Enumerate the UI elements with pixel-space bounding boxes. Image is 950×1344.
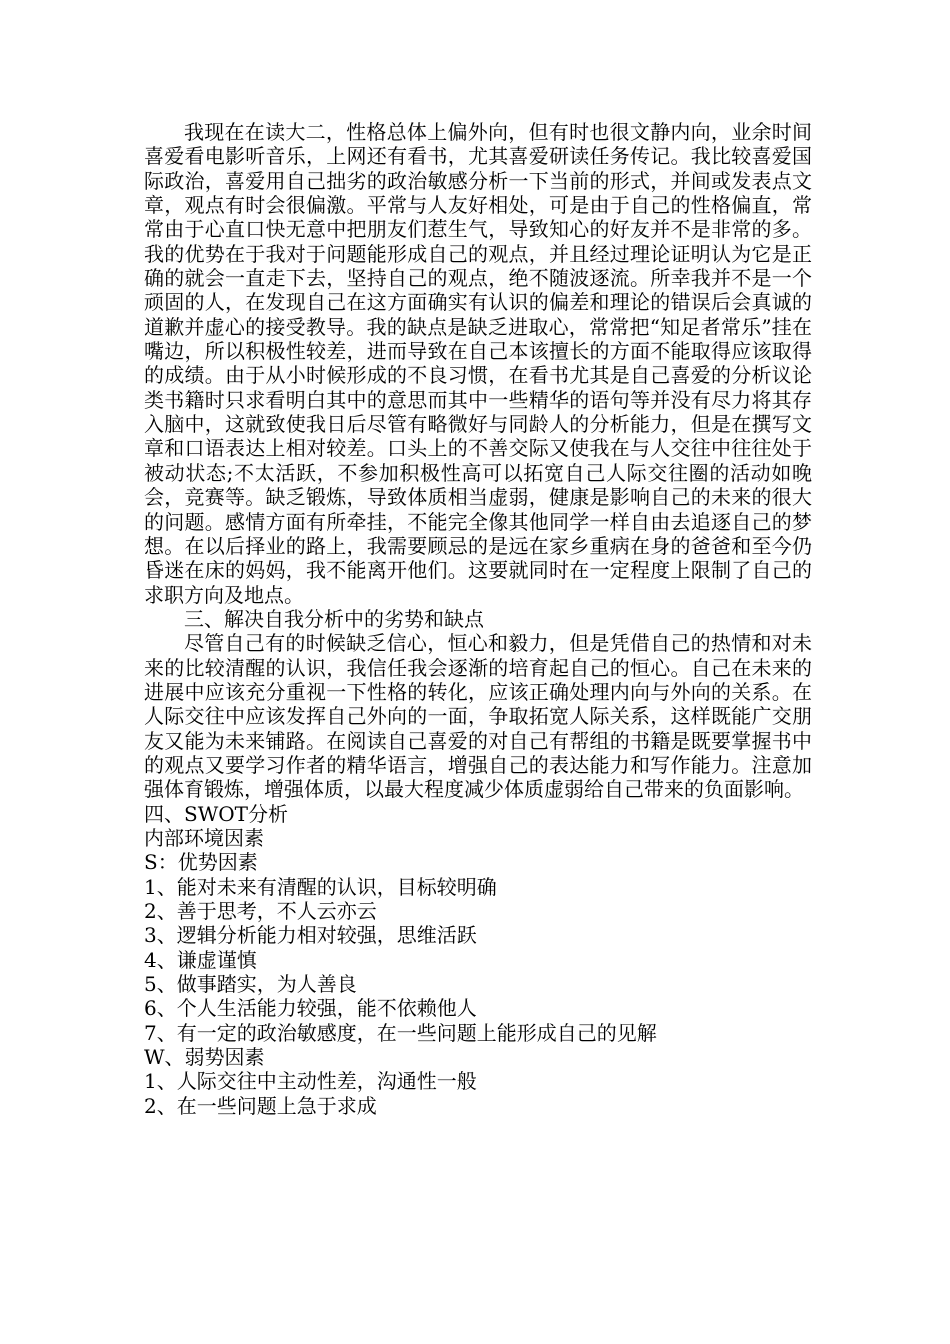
weakness-item-2: 2、在一些问题上急于求成 [144, 1093, 377, 1118]
strengths-heading: S：优势因素 [144, 850, 258, 875]
strength-item-6: 6、个人生活能力较强，能不依赖他人 [144, 996, 477, 1021]
internal-factors-label: 内部环境因素 [144, 825, 264, 850]
weakness-item-1: 1、人际交往中主动性差，沟通性一般 [144, 1069, 477, 1094]
weaknesses-heading: W、弱势因素 [144, 1045, 265, 1070]
document-body [144, 120, 812, 1118]
section-heading-3: 三、解决自我分析中的劣势和缺点 [184, 606, 484, 631]
strength-item-5: 5、做事踏实，为人善良 [144, 972, 357, 997]
strength-item-1: 1、能对未来有清醒的认识，目标较明确 [144, 874, 497, 899]
paragraph-improvement: 尽管自己有的时候缺乏信心，恒心和毅力，但是凭借自己的热情和对未来的比较清醒的认识，我信任我会逐渐的培育起自己的恒心。自己在未来的进展中应该充分重视一下性格的转化，应该正确处理内向与外向的关系。在人际交往中应该发挥自己外向的一面，争取拓宽人际关系，这样既能广交朋友又能为未来铺路。在阅读自己喜爱的对自己有帮组的书籍是既要掌握书中的观点又要学习作者的精华语言，增强自己的表达能力和写作能力。注意加强体育锻炼，增强体质，以最大程度减少体质虚弱给自己带来的负面影响。 [144, 631, 812, 802]
strength-item-2: 2、善于思考，不人云亦云 [144, 899, 377, 923]
section-heading-4: 四、SWOT分析 [144, 801, 288, 826]
strength-item-3: 3、逻辑分析能力相对较强，思维活跃 [144, 923, 477, 948]
paragraph-self-analysis: 我现在在读大二，性格总体上偏外向，但有时也很文静内向，业余时间喜爱看电影听音乐，上网还有看书，尤其喜爱研读任务传记。我比较喜爱国际政治，喜爱用自己拙劣的政治敏感分析一下当前的形式，并间或发表点文章，观点有时会很偏激。平常与人友好相处，可是由于自己的性格偏直，常常由于心直口快无意中把朋友们惹生气，导致知心的好友并不是非常的多。我的优势在于我对于问题能形成自己的观点，并且经过理论证明认为它是正确的就会一直走下去，坚持自己的观点，绝不随波逐流。所幸我并不是一个顽固的人，在发现自己在这方面确实有认识的偏差和理论的错误后会真诚的道歉并虚心的接受教导。我的缺点是缺乏进取心，常常把“知足者常乐”挂在嘴边，所以积极性较差，进而导致在自己本该擅长的方面不能取得应该取得的成绩。由于从小时候形成的不良习惯，在看书尤其是自己喜爱的分析议论类书籍时只求看明白其中的意思而其中一些精华的语句等并没有尽力将其存入脑中，这就致使我日后尽管有略微好与同龄人的分析能力，但是在撰写文章和口语表达上相对较差。口头上的不善交际又使我在与人交往中往往处于被动状态;不太活跃，不参加积极性高可以拓宽自己人际交往圈的活动如晚会，竞赛等。缺乏锻炼，导致体质相当虚弱，健康是影响自己的未来的很大的问题。感情方面有所牵挂，不能完全像其他同学一样自由去追逐自己的梦想。在以后择业的路上，我需要顾忌的是远在家乡重病在身的爸爸和至今仍昏迷在床的妈妈，我不能离开他们。这要就同时在一定程度上限制了自己的求职方向及地点。 [144, 120, 812, 607]
strength-item-4: 4、谦虚谨慎 [144, 947, 257, 972]
strength-item-7: 7、有一定的政治敏感度，在一些问题上能形成自己的见解 [144, 1020, 657, 1045]
